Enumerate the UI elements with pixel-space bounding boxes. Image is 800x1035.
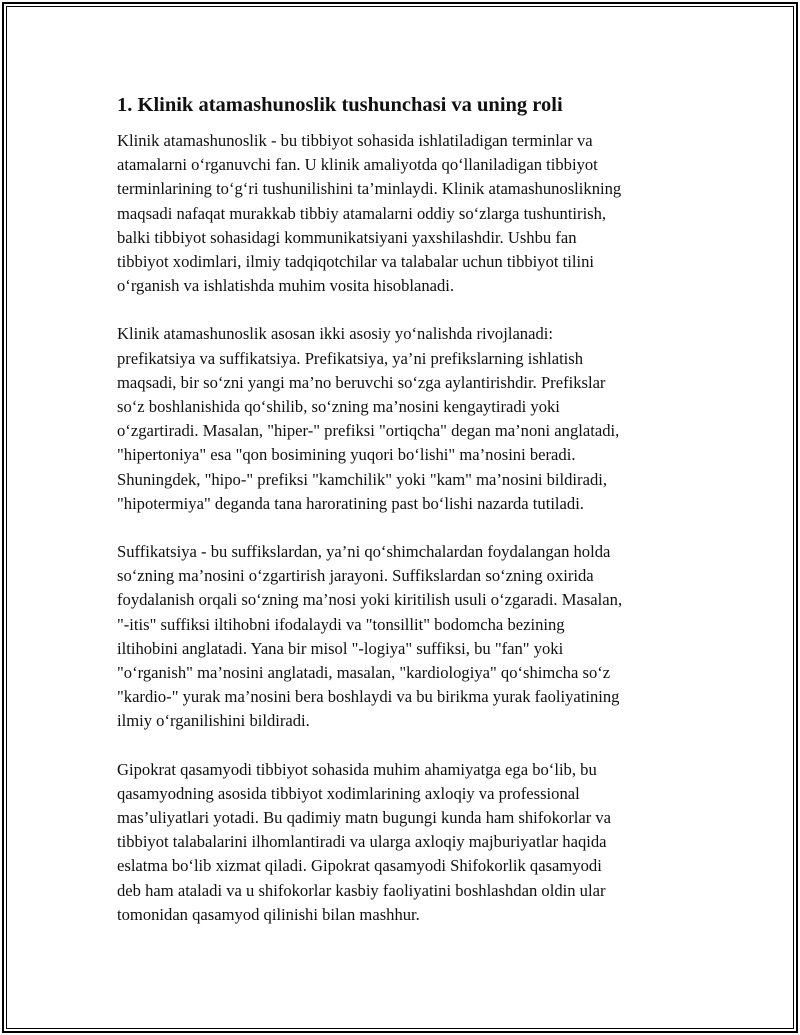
paragraph-hippocratic-oath: Gipokrat qasamyodi tibbiyot sohasida muhim ahamiyatga ega bo‘lib, bu qasamyodning asosida tibbiyot xodimlarining axloqiy va professional mas’uliyatlari yotadi. Bu qadimiy matn bugungi kunda ham shifokorlar va tibbiyot talabalarini ilhomlantiradi va ularga axloqiy majburiyatlar haqida eslatma bo‘lib xizmat qiladi. Gipokrat qasamyodi Shifokorlik qasamyodi deb ham ataladi va u shifokorlar kasbiy faoliyatini boshlashdan oldin ular tomonidan qasamyod qilinishi bilan mashhur. [117,759,612,924]
paragraph-prefixation: Klinik atamashunoslik asosan ikki asosiy yo‘nalishda rivojlanadi: prefikatsiya va suffikatsiya. Prefikatsiya, ya’ni prefikslarning ishlatish maqsadi, bir so‘zni yangi ma’no beruvchi so‘zga aylantirishdir. Prefikslar so‘z boshlanishida qo‘shilib, so‘zning ma’nosini kengaytiradi yoki o‘zgartiradi. Masalan, "hiper-" prefiksi "ortiqcha" degan ma’noni anglatadi, "hipertoniya" esa "qon bosimining yuqori bo‘lishi" ma’nosini beradi. Shuningdek, "hipo-" prefiksi "kamchilik" yoki "kam" ma’nosini bildiradi, "hipotermiya" deganda tana haroratining past bo‘lishi nazarda tutiladi. [117,324,620,513]
paragraph-definition: Klinik atamashunoslik - bu tibbiyot sohasida ishlatiladigan terminlar va atamalarni o‘rganuvchi fan. U klinik amaliyotda qo‘llaniladigan tibbiyot terminlarining to‘g‘ri tushunilishini ta’minlaydi. Klinik atamashunoslikning maqsadi nafaqat murakkab tibbiy atamalarni oddiy so‘zlarga tushuntirish, balki tibbiyot sohasidagi kommunikatsiyani yaxshilashdir. Ushbu fan tibbiyot xodimlari, ilmiy tadqiqotchilar va talabalar uchun tibbiyot tilini o‘rganish va ishlatishda muhim vosita hisoblanadi. [117,131,622,296]
document-body [117,90,680,927]
paragraph-suffixation: Suffikatsiya - bu suffikslardan, ya’ni qo‘shimchalardan foydalangan holda so‘zning ma’nosini o‘zgartirish jarayoni. Suffikslardan so‘zning oxirida foydalanish orqali so‘zning ma’nosi yoki kiritilish usuli o‘zgaradi. Masalan, "-itis" suffiksi iltihobni ifodalaydi va "tonsillit" bodomcha bezining iltihobini anglatadi. Yana bir misol "-logiya" suffiksi, bu "fan" yoki "o‘rganish" ma’nosini anglatadi, masalan, "kardiologiya" qo‘shimcha so‘z "kardio-" yurak ma’nosini bera boshlaydi va bu birikma yurak faoliyatining ilmiy o‘rganilishini bildiradi. [117,542,623,731]
section-heading: 1. Klinik atamashunoslik tushunchasi va uning roli [117,94,563,116]
